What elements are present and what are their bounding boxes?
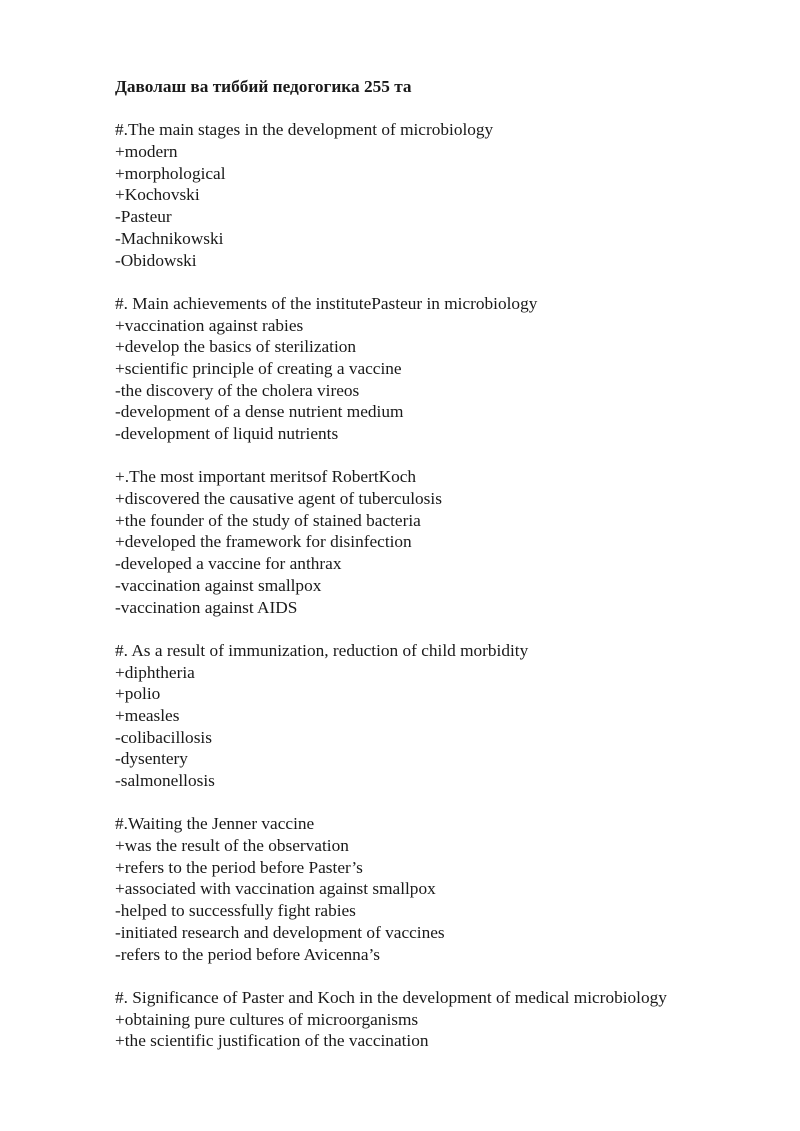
answer-option: +the scientific justification of the vaccination xyxy=(115,1031,429,1051)
question-text: #.The main stages in the development of microbiology xyxy=(115,120,494,140)
answer-option: -Obidowski xyxy=(115,250,197,270)
answer-option: -colibacillosis xyxy=(115,727,212,747)
answer-option: +Kochovski xyxy=(115,185,200,205)
answer-option: +associated with vaccination against smallpox xyxy=(115,879,436,899)
answer-option: +the founder of the study of stained bacteria xyxy=(115,510,421,530)
answer-option: +develop the basics of sterilization xyxy=(115,337,357,357)
answer-option: +refers to the period before Paster’s xyxy=(115,857,363,877)
answer-option: -helped to successfully fight rabies xyxy=(115,901,356,921)
answer-option: +obtaining pure cultures of microorganisms xyxy=(115,1009,419,1029)
answer-option: -dysentery xyxy=(115,749,188,769)
answer-option: -initiated research and development of vaccines xyxy=(115,922,445,942)
question-block xyxy=(115,813,765,965)
answer-option: -refers to the period before Avicenna’s xyxy=(115,944,381,964)
document-title: Даволаш ва тиббий педогогика 255 та xyxy=(115,77,412,96)
answer-option: -salmonellosis xyxy=(115,771,215,790)
document-content xyxy=(115,76,765,1074)
question-block xyxy=(115,293,765,445)
answer-option: -development of a dense nutrient medium xyxy=(115,402,404,422)
question-text: #. Significance of Paster and Koch in the development of medical microbiology xyxy=(115,987,667,1007)
answer-option: +was the result of the observation xyxy=(115,836,349,856)
answer-option: -vaccination against AIDS xyxy=(115,597,298,617)
answer-option: +developed the framework for disinfection xyxy=(115,532,412,552)
answer-option: +morphological xyxy=(115,163,226,183)
question-block xyxy=(115,987,765,1052)
question-block xyxy=(115,466,765,618)
answer-option: +diphtheria xyxy=(115,662,195,682)
question-text: #.Waiting the Jenner vaccine xyxy=(115,814,315,834)
question-text: #. Main achievements of the institutePasteur in microbiology xyxy=(115,293,538,313)
question-text: +.The most important meritsof RobertKoch xyxy=(115,467,417,487)
answer-option: -developed a vaccine for anthrax xyxy=(115,554,342,574)
answer-option: +modern xyxy=(115,142,178,162)
answer-option: +scientific principle of creating a vaccine xyxy=(115,358,402,378)
question-block xyxy=(115,640,765,792)
answer-option: +polio xyxy=(115,684,161,704)
answer-option: +discovered the causative agent of tuberculosis xyxy=(115,489,442,509)
question-text: #. As a result of immunization, reduction of child morbidity xyxy=(115,640,529,660)
answer-option: +vaccination against rabies xyxy=(115,315,304,335)
answer-option: -vaccination against smallpox xyxy=(115,575,322,595)
question-block xyxy=(115,119,765,271)
answer-option: -the discovery of the cholera vireos xyxy=(115,380,360,400)
answer-option: -Machnikowski xyxy=(115,228,224,248)
answer-option: -development of liquid nutrients xyxy=(115,424,339,443)
answer-option: -Pasteur xyxy=(115,207,172,227)
answer-option: +measles xyxy=(115,705,180,725)
